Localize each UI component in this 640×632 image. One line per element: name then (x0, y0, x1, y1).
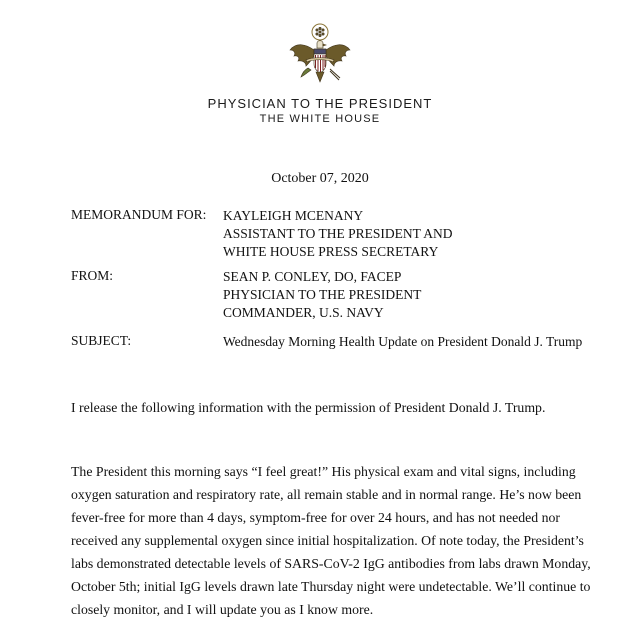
office-title: PHYSICIAN TO THE PRESIDENT (207, 96, 433, 111)
recipient-line: WHITE HOUSE PRESS SECRETARY (223, 244, 439, 259)
memo-date: October 07, 2020 (271, 171, 369, 186)
memo-from-sender (223, 268, 421, 322)
memo-subject (223, 333, 582, 351)
intro-paragraph: I release the following information with the permission of President Donald J. Trump. (71, 400, 546, 415)
sender-line: SEAN P. CONLEY, DO, FACEP (223, 269, 402, 284)
sender-line: COMMANDER, U.S. NAVY (223, 305, 384, 320)
paragraph-line: closely monitor, and I will update you as I know more. (71, 602, 374, 617)
office-subtitle: THE WHITE HOUSE (259, 113, 381, 125)
memo-from-label: FROM: (71, 268, 114, 283)
paragraph-line: fever-free for more than 4 days, symptom-free for over 24 hours, and has not needed nor (71, 510, 560, 525)
memo-for-label: MEMORANDUM FOR: (71, 207, 207, 222)
recipient-line: KAYLEIGH MCENANY (223, 208, 364, 223)
paragraph-line: oxygen saturation and respiratory rate, all remain stable and in normal range. He’s now been (71, 487, 582, 502)
sender-line: PHYSICIAN TO THE PRESIDENT (223, 287, 422, 302)
paragraph-line: received any supplemental oxygen since initial hospitalization. Of note today, the President’s (71, 533, 584, 548)
recipient-line: ASSISTANT TO THE PRESIDENT AND (223, 226, 453, 241)
memo-for-recipient (223, 207, 452, 261)
memo-subject-label: SUBJECT: (71, 333, 132, 348)
paragraph-line: The President this morning says “I feel great!” His physical exam and vital signs, including (71, 464, 576, 479)
great-seal-eagle-icon (284, 20, 356, 92)
paragraph-line: labs demonstrated detectable levels of SARS-CoV-2 IgG antibodies from labs drawn Monday, (71, 556, 591, 571)
paragraph-line: October 5th; initial IgG levels drawn late Thursday night were undetectable. We’ll continue to (71, 579, 591, 594)
health-update-paragraph (71, 460, 591, 621)
subject-text: Wednesday Morning Health Update on President Donald J. Trump (223, 334, 583, 349)
